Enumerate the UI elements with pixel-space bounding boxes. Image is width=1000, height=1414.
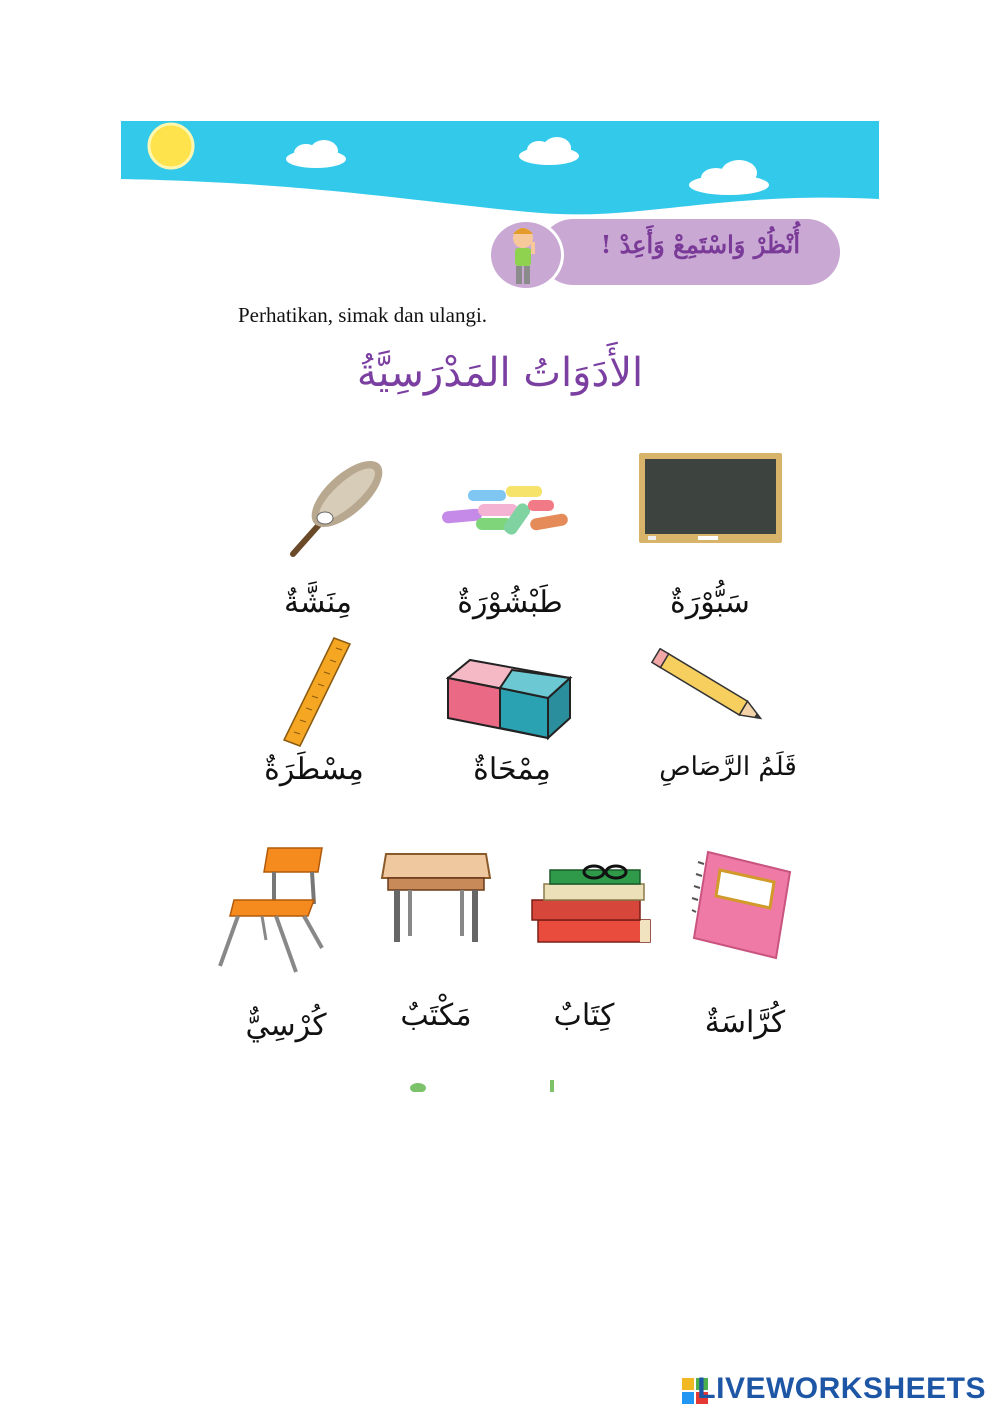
boy-icon: [491, 222, 561, 288]
label-chair: كُرْسِيٌّ: [245, 1008, 327, 1043]
instruction-indonesian: Perhatikan, simak dan ulangi.: [238, 303, 488, 327]
blackboard-icon: [638, 452, 783, 544]
books-icon: [530, 862, 658, 946]
sun-icon: [149, 124, 193, 168]
notebook-icon: [690, 850, 795, 960]
label-ruler: مِسْطَرَةٌ: [264, 752, 364, 787]
label-book: كِتَابٌ: [553, 998, 615, 1033]
instruction-arabic: أُنْظُرْ وَاسْتَمِعْ وَأَعِدْ !: [600, 230, 800, 259]
page-title: الأَدَوَاتُ المَدْرَسِيَّةُ: [356, 350, 644, 396]
eraser-icon: [440, 658, 575, 746]
label-chalk: طَبْشُوْرَةٌ: [457, 585, 563, 620]
chair-icon: [216, 844, 326, 974]
ruler-icon: [280, 636, 355, 748]
label-duster: مِنَشَّةٌ: [284, 585, 352, 620]
label-eraser: مِمْحَاةٌ: [473, 752, 551, 787]
label-blackboard: سَبُّوْرَةٌ: [670, 585, 750, 620]
duster-icon: [285, 456, 395, 560]
label-desk: مَكْتَبٌ: [400, 998, 472, 1033]
desk-icon: [380, 852, 492, 946]
pencil-icon: [645, 648, 775, 728]
avatar: [488, 219, 564, 291]
label-pencil: قَلَمُ الرَّصَاصِ: [659, 752, 797, 782]
sky-banner: [121, 121, 879, 221]
chalk-icon: [438, 482, 573, 540]
label-notebook: كُرَّاسَةٌ: [704, 1005, 786, 1040]
decoration-icon: [400, 1078, 610, 1092]
brand-logo-text: LIVEWORKSHEETS: [697, 1372, 986, 1405]
